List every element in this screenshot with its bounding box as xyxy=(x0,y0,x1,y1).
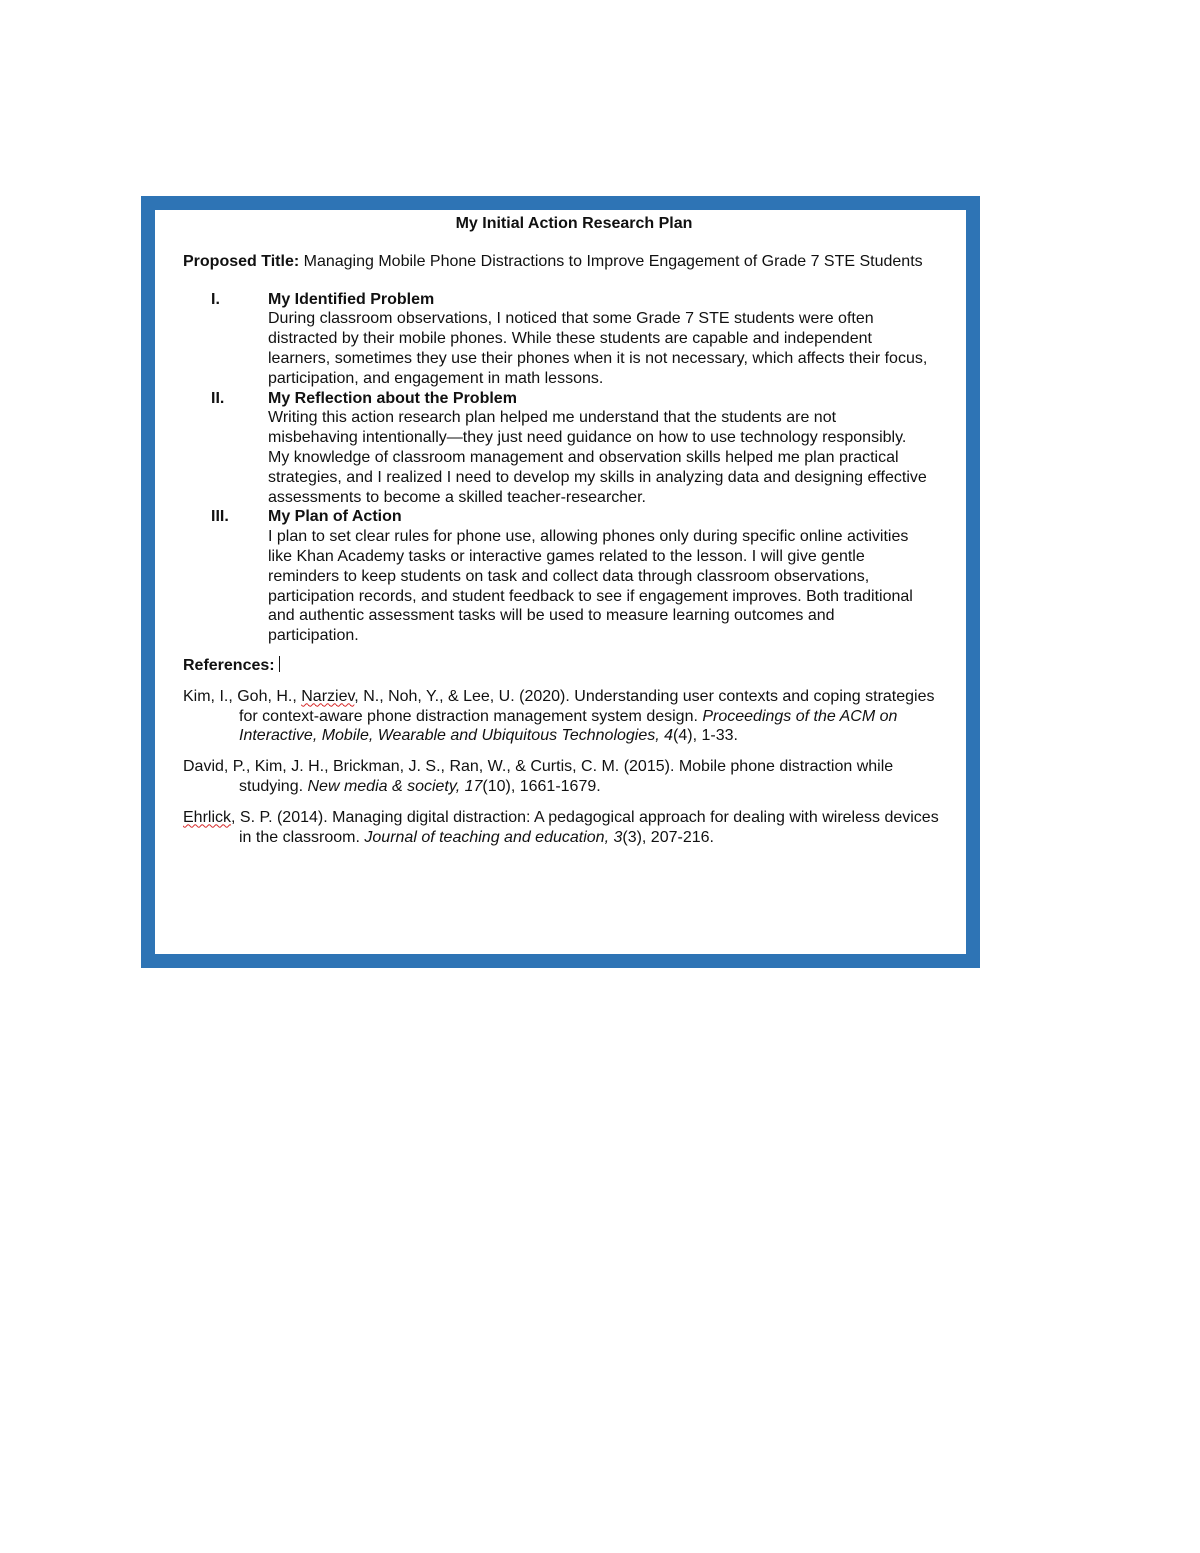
section-heading: My Reflection about the Problem xyxy=(268,389,517,407)
document-border-frame xyxy=(141,196,980,968)
section-identified-problem xyxy=(183,290,943,389)
section-body: Writing this action research plan helped me understand that the students are not misbehaving intentionally—they just need guidance on how to use technology responsibly. My knowledge of classroom management and observation skills helped me plan practical strategies, and I realized I need to develop my skills in analyzing data and designing effective assessments to become a skilled teacher-researcher. xyxy=(268,409,927,506)
reference-source-italic: New media & society, 17 xyxy=(307,777,483,795)
references-label: References: xyxy=(183,656,275,674)
reference-entry xyxy=(183,687,943,746)
reference-entry xyxy=(183,808,943,848)
section-reflection xyxy=(183,389,943,508)
reference-text: , S. P. (2014). Managing digital distraction: A pedagogical approach for dealing with wireless devices in the classroom. xyxy=(231,808,939,846)
proposed-title-paragraph xyxy=(183,252,943,272)
page-title: My Initial Action Research Plan xyxy=(455,215,693,232)
section-heading: My Plan of Action xyxy=(268,508,402,526)
proposed-title-label: Proposed Title: xyxy=(183,252,300,270)
section-number: I. xyxy=(211,290,220,308)
section-body: During classroom observations, I noticed that some Grade 7 STE students were often distracted by their mobile phones. While these students are capable and independent learners, sometimes they use their phones when it is not necessary, which affects their focus, participation, and engagement in math lessons. xyxy=(268,310,928,387)
reference-text: (4), 1-33. xyxy=(673,727,738,745)
section-number: III. xyxy=(211,508,229,526)
spellcheck-flagged-word[interactable]: Ehrlick xyxy=(183,808,232,826)
section-plan-of-action xyxy=(183,507,943,646)
section-number: II. xyxy=(211,389,225,407)
reference-text: (3), 207-216. xyxy=(622,828,714,846)
reference-text: Kim, I., Goh, H., xyxy=(183,687,302,705)
reference-text: David, P., Kim, J. H., Brickman, J. S., Ran, W., & Curtis, C. M. (2015). Mobile phone distraction while studying. xyxy=(183,758,894,795)
text-cursor xyxy=(279,656,280,672)
references-heading xyxy=(183,656,943,676)
proposed-title-text: Managing Mobile Phone Distractions to Improve Engagement of Grade 7 STE Students xyxy=(303,252,923,270)
section-body: I plan to set clear rules for phone use, allowing phones only during specific online activities like Khan Academy tasks or interactive games related to the lesson. I will give gentle reminders to keep students on task and collect data through classroom observations, participation records, and student feedback to see if engagement improves. Both traditional and authentic assessment tasks will be used to measure learning outcomes and participation. xyxy=(268,528,913,645)
reference-text: , N., Noh, Y., & Lee, U. (2020). Understanding user contexts and coping strategies for context-aware phone distraction management system design. xyxy=(239,687,935,725)
reference-text: (10), 1661-1679. xyxy=(482,777,601,795)
reference-source-italic: Proceedings of the ACM on Interactive, Mobile, Wearable and Ubiquitous Technologies, 4 xyxy=(239,707,898,745)
section-list xyxy=(183,290,943,646)
document-body[interactable] xyxy=(183,214,943,847)
reference-source-italic: Journal of teaching and education, 3 xyxy=(364,828,623,846)
section-heading: My Identified Problem xyxy=(268,290,435,308)
spellcheck-flagged-word[interactable]: Narziev xyxy=(301,687,355,705)
reference-entry xyxy=(183,757,943,797)
